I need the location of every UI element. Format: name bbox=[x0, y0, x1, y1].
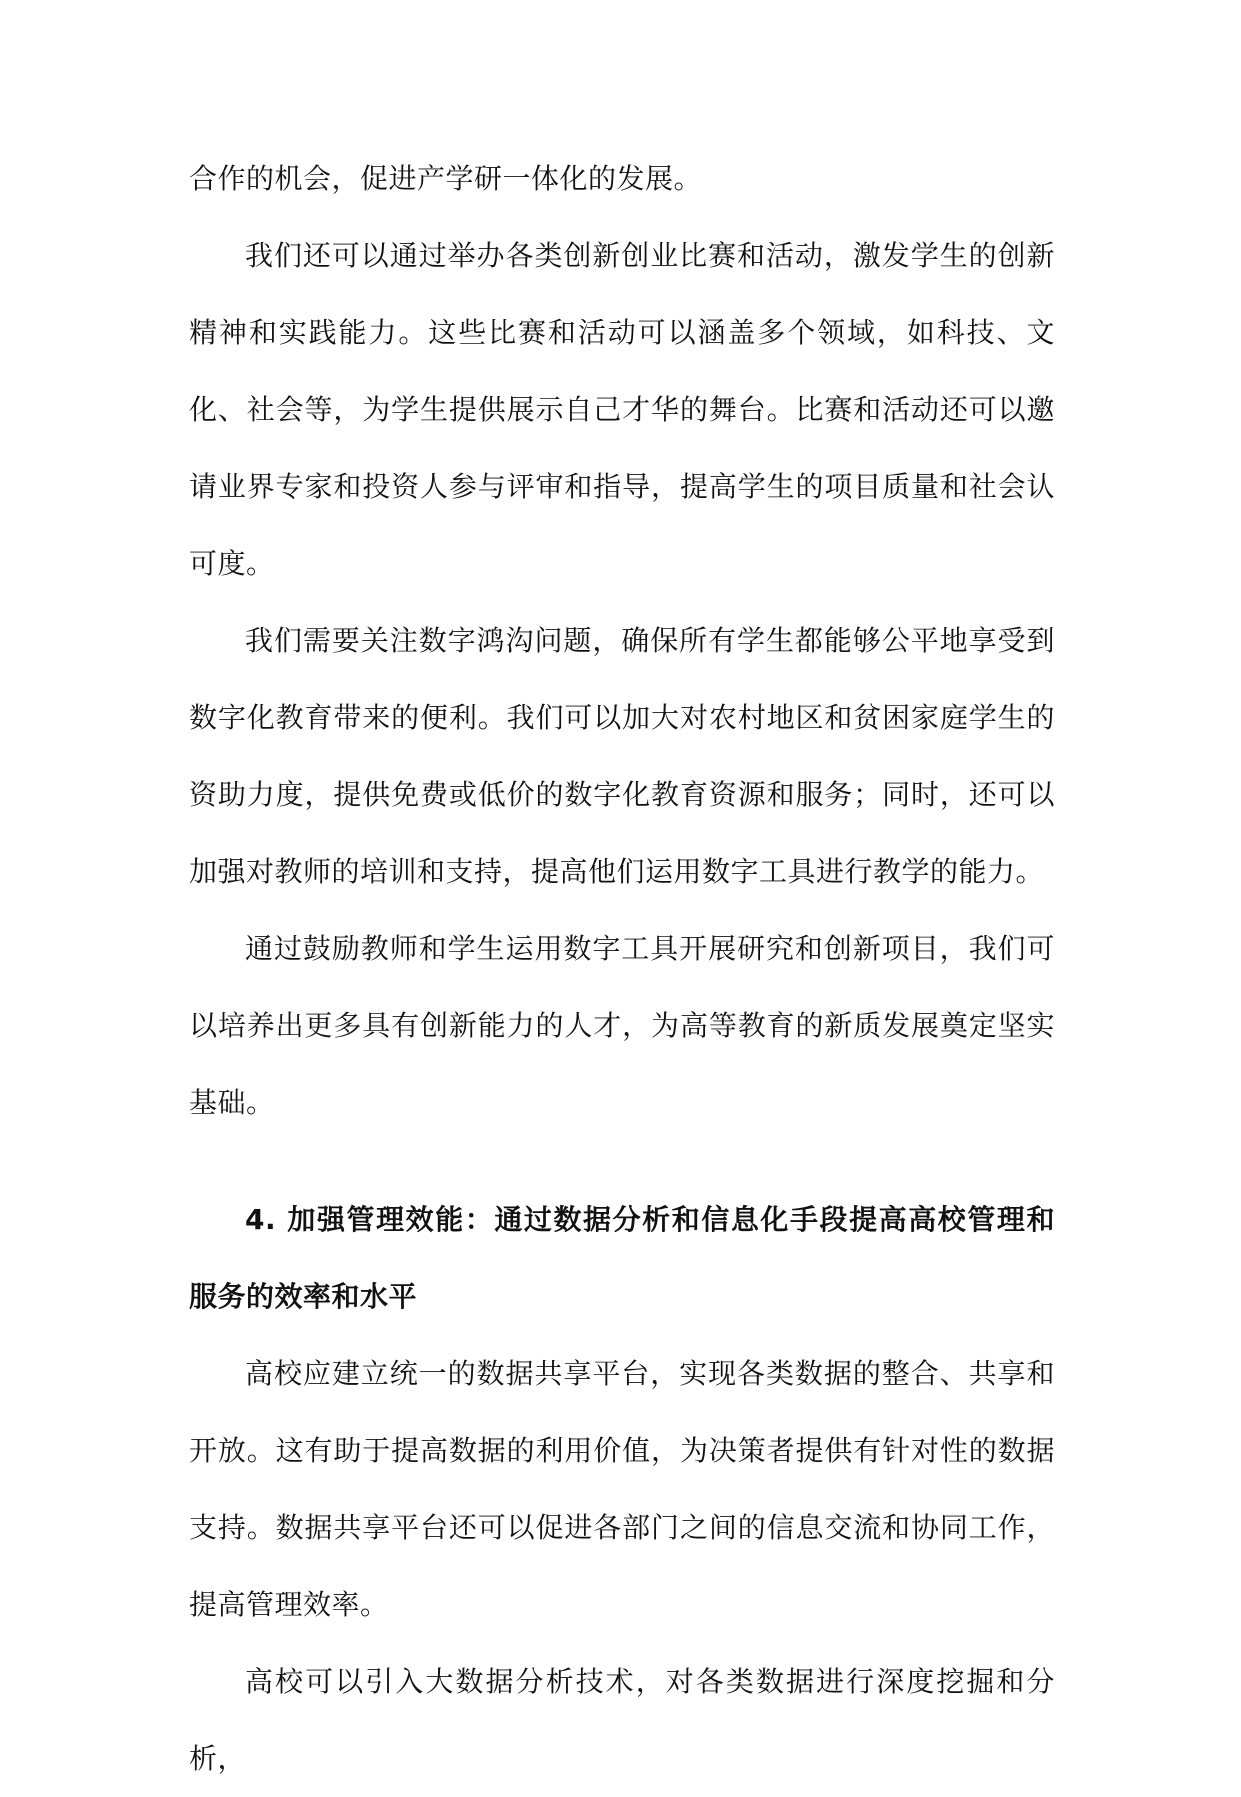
paragraph-innovation-competitions: 我们还可以通过举办各类创新创业比赛和活动，激发学生的创新精神和实践能力。这些比赛和活动可以涵盖多个领域，如科技、文化、社会等，为学生提供展示自己才华的舞台。比赛和活动还可以邀请业界专家和投资人参与评审和指导，提高学生的项目质量和社会认可度。 bbox=[189, 239, 1055, 580]
paragraph-research-projects: 通过鼓励教师和学生运用数字工具开展研究和创新项目，我们可以培养出更多具有创新能力的人才，为高等教育的新质发展奠定坚实基础。 bbox=[189, 932, 1055, 1119]
document-body bbox=[189, 140, 1055, 1797]
paragraph-big-data: 高校可以引入大数据分析技术，对各类数据进行深度挖掘和分析， bbox=[189, 1665, 1055, 1775]
paragraph-digital-divide: 我们需要关注数字鸿沟问题，确保所有学生都能够公平地享受到数字化教育带来的便利。我们可以加大对农村地区和贫困家庭学生的资助力度，提供免费或低价的数字化教育资源和服务；同时，还可以加强对教师的培训和支持，提高他们运用数字工具进行教学的能力。 bbox=[189, 624, 1055, 888]
paragraph-continuation: 合作的机会，促进产学研一体化的发展。 bbox=[189, 162, 703, 195]
section-heading: 4. 加强管理效能：通过数据分析和信息化手段提高高校管理和服务的效率和水平 bbox=[189, 1203, 1055, 1313]
paragraph-data-platform: 高校应建立统一的数据共享平台，实现各类数据的整合、共享和开放。这有助于提高数据的利用价值，为决策者提供有针对性的数据支持。数据共享平台还可以促进各部门之间的信息交流和协同工作，提高管理效率。 bbox=[189, 1357, 1055, 1621]
